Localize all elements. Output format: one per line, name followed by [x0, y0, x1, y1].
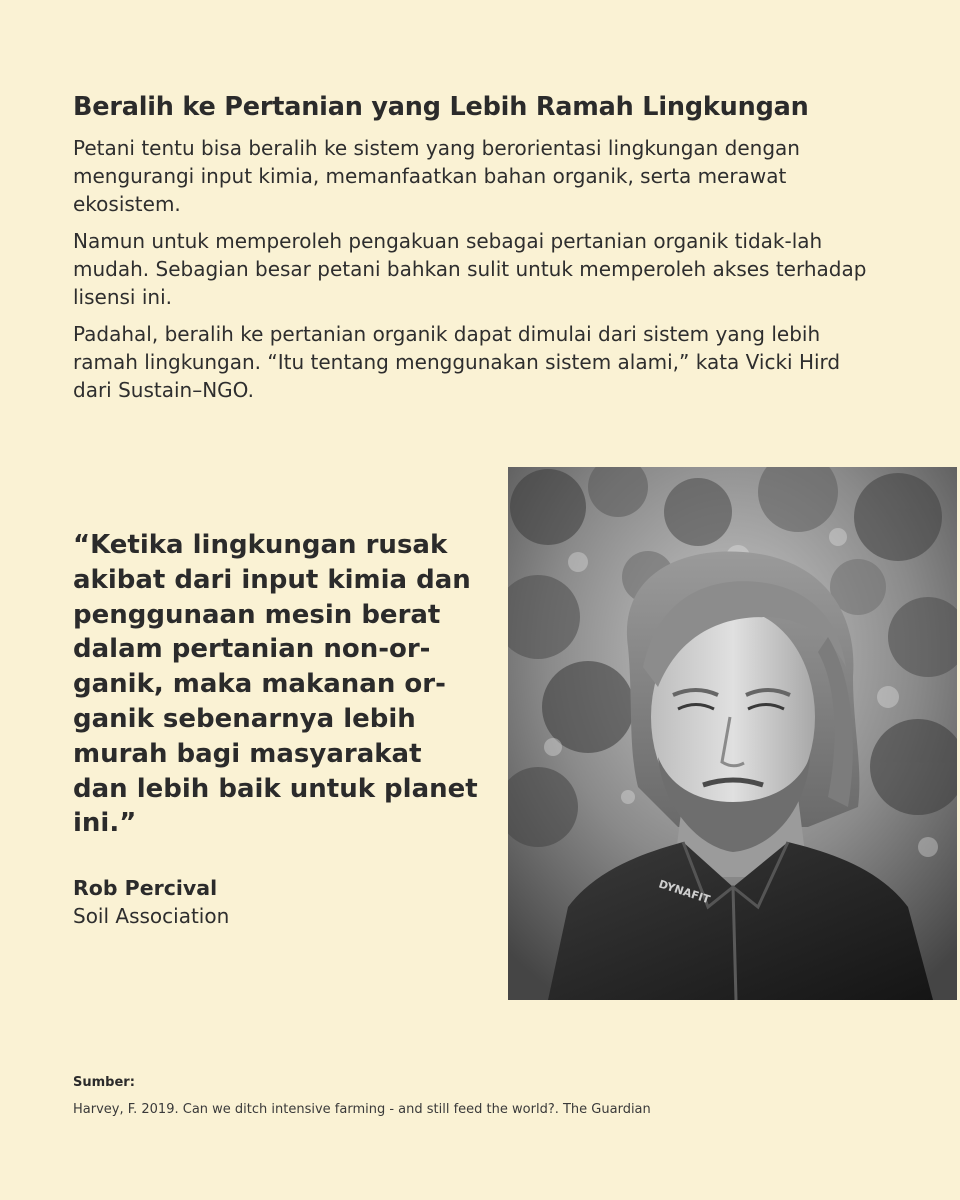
portrait-photo	[508, 467, 957, 1000]
source-label: Sumber:	[73, 1075, 135, 1090]
article-paragraph: Namun untuk memperoleh pengakuan sebagai pertanian organik tidak-lah mudah. Sebagian besar petani bahkan sulit untuk memperoleh akses terhadap lisensi ini.	[73, 229, 867, 309]
quote-author-organization: Soil Association	[73, 904, 230, 928]
article-paragraph: Petani tentu bisa beralih ke sistem yang berorientasi lingkungan dengan mengurangi input kimia, memanfaatkan bahan organik, serta merawat ekosistem.	[73, 136, 800, 216]
portrait-illustration	[508, 467, 957, 1000]
article-body	[73, 134, 883, 413]
quote-author-name: Rob Percival	[73, 876, 218, 900]
jacket-logo: DYNAFIT	[657, 877, 712, 907]
source-citation: Harvey, F. 2019. Can we ditch intensive farming - and still feed the world?. The Guardian	[73, 1102, 651, 1117]
article-heading: Beralih ke Pertanian yang Lebih Ramah Lingkungan	[73, 92, 809, 122]
pull-quote: “Ketika lingkungan rusak akibat dari input kimia dan penggunaan mesin berat dalam pertanian non-or-ganik, maka makanan or-ganik sebenarnya lebih murah bagi masyarakat dan lebih baik untuk planet ini.”	[73, 530, 478, 839]
article-paragraph: Padahal, beralih ke pertanian organik dapat dimulai dari sistem yang lebih ramah lingkungan. “Itu tentang menggunakan sistem alami,” kata Vicki Hird dari Sustain–NGO.	[73, 322, 841, 402]
